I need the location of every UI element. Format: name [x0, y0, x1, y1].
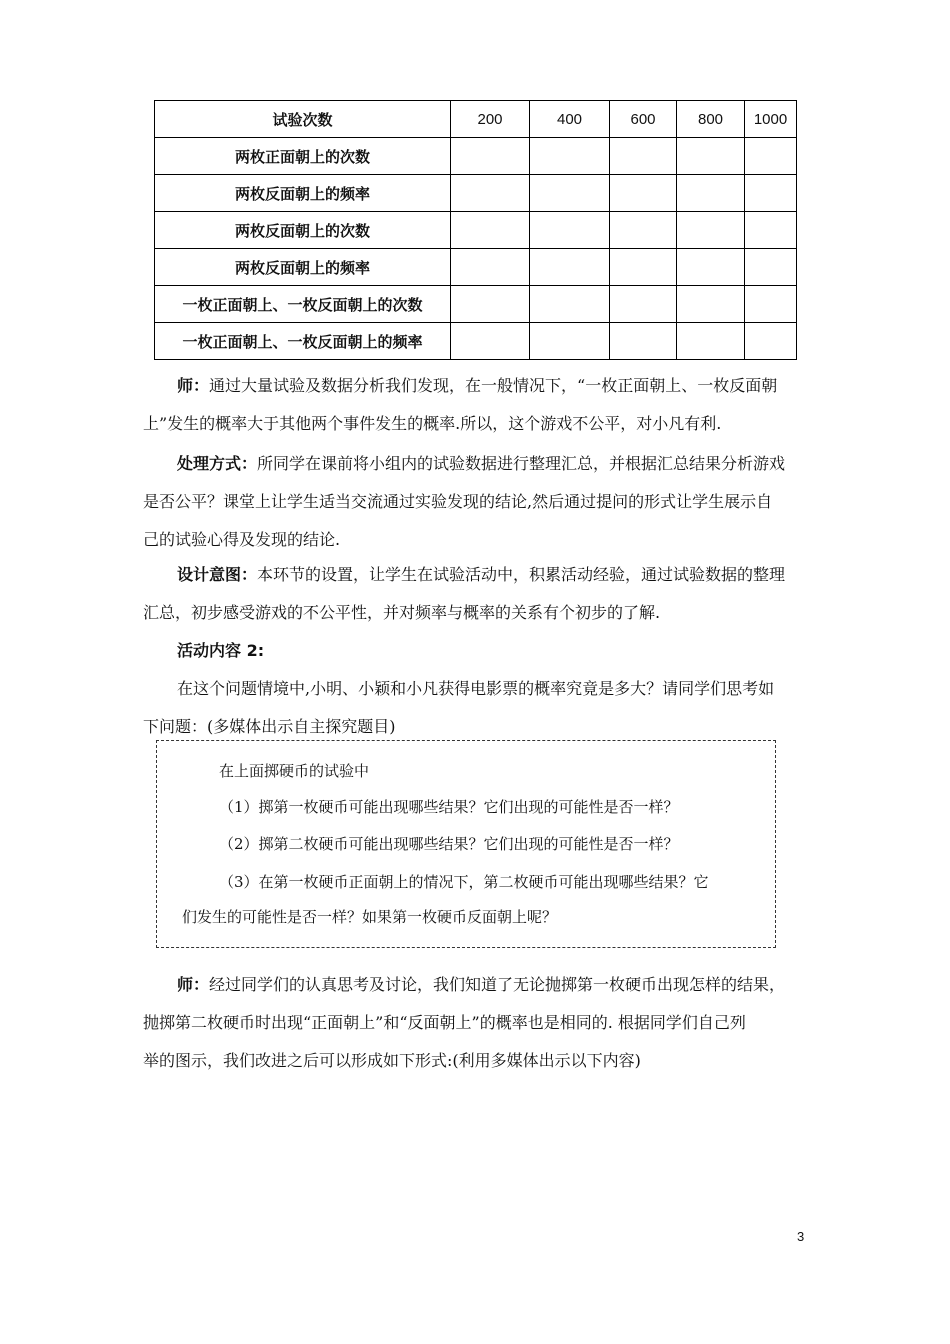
table-cell: [677, 249, 745, 286]
table-cell: [610, 212, 677, 249]
speaker-label: 师：: [177, 975, 210, 994]
table-cell: [530, 323, 610, 360]
paragraph-line: 下问题：(多媒体出示自主探究题目): [143, 717, 396, 736]
table-cell: [451, 249, 530, 286]
table-cell: [451, 323, 530, 360]
table-row: [155, 323, 797, 360]
table-cell: [530, 175, 610, 212]
table-cell: [677, 138, 745, 175]
table-header-cell: 200: [451, 101, 530, 138]
table-header-label: 试验次数: [155, 101, 451, 138]
paragraph-line: 己的试验心得及发现的结论.: [143, 530, 341, 549]
table-cell: [610, 249, 677, 286]
table-header-row: [155, 101, 797, 138]
paragraph-line: 上”发生的概率大于其他两个事件发生的概率.所以，这个游戏不公平，对小凡有利.: [143, 414, 722, 433]
table-cell: [745, 286, 797, 323]
table-cell: [451, 212, 530, 249]
question-3-line-1: （3）在第一枚硬币正面朝上的情况下，第二枚硬币可能出现哪些结果？它: [219, 873, 709, 891]
table-row: [155, 138, 797, 175]
table-header-cell: 800: [677, 101, 745, 138]
page-number: 3: [797, 1229, 805, 1244]
paragraph-text: 经过同学们的认真思考及讨论，我们知道了无论抛掷第一枚硬币出现怎样的结果，: [209, 975, 786, 994]
table-row-label: 两枚正面朝上的次数: [155, 138, 451, 175]
question-2: （2）掷第二枚硬币可能出现哪些结果？它们出现的可能性是否一样？: [219, 835, 679, 853]
question-intro-paragraph: [143, 670, 815, 746]
activity-label: 活动内容 2:: [177, 641, 265, 660]
table-cell: [610, 286, 677, 323]
exploration-questions-box: [156, 740, 776, 948]
table-header-cell: 1000: [745, 101, 797, 138]
table-header-cell: 600: [610, 101, 677, 138]
paragraph-line: 汇总，初步感受游戏的不公平性，并对频率与概率的关系有个初步的了解.: [143, 603, 661, 622]
teacher-paragraph-2: [143, 966, 815, 1080]
table-cell: [530, 212, 610, 249]
table-cell: [451, 286, 530, 323]
teacher-paragraph-1: [143, 367, 815, 443]
question-3-line-2: 们发生的可能性是否一样？如果第一枚硬币反面朝上呢？: [182, 908, 558, 926]
table-cell: [451, 138, 530, 175]
section-label: 处理方式：: [177, 454, 258, 473]
table-cell: [530, 249, 610, 286]
table-cell: [677, 175, 745, 212]
table-row: [155, 286, 797, 323]
table-row: [155, 249, 797, 286]
paragraph-line: [143, 556, 815, 594]
table-cell: [745, 212, 797, 249]
table-cell: [610, 138, 677, 175]
table-cell: [677, 323, 745, 360]
paragraph-line: 举的图示，我们改进之后可以形成如下形式:(利用多媒体出示以下内容): [143, 1051, 641, 1070]
table-cell: [745, 249, 797, 286]
table-row: [155, 212, 797, 249]
paragraph-line: 是否公平？课堂上让学生适当交流通过实验发现的结论,然后通过提问的形式让学生展示自: [143, 492, 773, 511]
table-cell: [677, 212, 745, 249]
experiment-table: [154, 100, 797, 360]
design-intent-paragraph: [143, 556, 815, 632]
table-row-label: 两枚反面朝上的频率: [155, 249, 451, 286]
table-cell: [745, 175, 797, 212]
table-header-cell: 400: [530, 101, 610, 138]
table-row-label: 一枚正面朝上、一枚反面朝上的频率: [155, 323, 451, 360]
method-paragraph: [143, 445, 815, 559]
paragraph-text: 通过大量试验及数据分析我们发现，在一般情况下，“一枚正面朝上、一枚反面朝: [209, 376, 778, 395]
activity-heading: [143, 632, 815, 670]
box-intro: 在上面掷硬币的试验中: [219, 762, 370, 780]
table-cell: [530, 138, 610, 175]
paragraph-line: [143, 966, 815, 1004]
table-row: [155, 175, 797, 212]
table-cell: [530, 286, 610, 323]
table-cell: [451, 175, 530, 212]
table-row-label: 一枚正面朝上、一枚反面朝上的次数: [155, 286, 451, 323]
paragraph-text: 所同学在课前将小组内的试验数据进行整理汇总，并根据汇总结果分析游戏: [257, 454, 786, 473]
table-row-label: 两枚反面朝上的频率: [155, 175, 451, 212]
paragraph-text: 本环节的设置，让学生在试验活动中，积累活动经验，通过试验数据的整理: [257, 565, 786, 584]
speaker-label: 师：: [177, 376, 210, 395]
table-cell: [610, 175, 677, 212]
table-cell: [610, 323, 677, 360]
paragraph-line: 在这个问题情境中,小明、小颖和小凡获得电影票的概率究竟是多大？请同学们思考如: [177, 679, 775, 698]
paragraph-line: [143, 445, 815, 483]
section-label: 设计意图：: [177, 565, 258, 584]
paragraph-line: 抛掷第二枚硬币时出现“正面朝上”和“反面朝上”的概率也是相同的. 根据同学们自己列: [143, 1013, 746, 1032]
table-cell: [745, 323, 797, 360]
question-1: （1）掷第一枚硬币可能出现哪些结果？它们出现的可能性是否一样？: [219, 798, 679, 816]
table-cell: [745, 138, 797, 175]
table-cell: [677, 286, 745, 323]
paragraph-line: [143, 367, 815, 405]
table-row-label: 两枚反面朝上的次数: [155, 212, 451, 249]
